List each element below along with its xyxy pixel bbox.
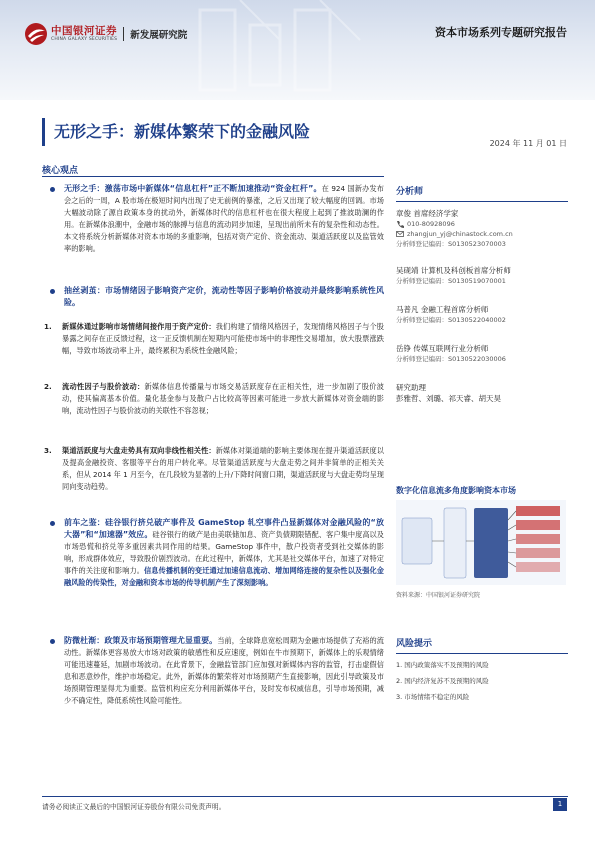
analyst-card [396, 343, 568, 364]
point-number: 1. [44, 322, 52, 331]
analyst-email [396, 229, 568, 239]
point-1 [42, 321, 384, 357]
point-number: 3. [44, 446, 52, 455]
point-body: 我们构建了情绪风格因子，发现情绪风格因子与个股暴露之间存在正反馈过程，这一正反馈机制在短期内可能使市场中的非理性交易增加，放大股票涨跌幅，导致市场波动率上升，最终累积为系统性金融风险； [62, 322, 384, 355]
analyst-card [396, 265, 568, 286]
analyst-name: 马普凡 金融工程首席分析师 [396, 305, 489, 314]
point-body: 新媒体信息传播量与市场交易活跃度存在正相关性，进一步加剧了股价波动，使其偏离基本价值。量化基金参与及散户占比较高等因素可能进一步放大新媒体对资金端的影响，流动性因子与股价波动的关联性不容忽视； [62, 382, 384, 415]
report-type: 资本市场系列专题研究报告 [435, 26, 567, 39]
analyst-reg: 分析师登记编码：S0130523070003 [396, 240, 506, 248]
section-body: 硅谷银行的破产是由美联储加息、资产负债期限错配、客户集中度高以及市场恐慌和挤兑等多重因素共同作用的结果。GameStop 事件中，散户投资者受到社交媒体的影响，形成群体效应，导致股价剧烈波动。在此过程中，新媒体，尤其是社交媒体平台，加速了对特定事件的关注度和影响力。 [64, 530, 384, 575]
page-title: 无形之手：新媒体繁荣下的金融风险 [54, 122, 311, 141]
analyst-card [396, 208, 568, 249]
analyst-name: 吴砚靖 计算机及科创板首席分析师 [396, 266, 511, 275]
logo-en: CHINA GALAXY SECURITIES [51, 37, 118, 42]
section-qianche [42, 517, 384, 589]
core-views-label: 核心观点 [42, 166, 79, 176]
point-2 [42, 381, 384, 417]
analyst-name: 岳铮 传媒互联网行业分析师 [396, 344, 489, 353]
banner-decoration [180, 0, 380, 100]
chart-source-wrap [396, 590, 568, 599]
assistant-card [396, 382, 568, 404]
risk-item: 1. 国内政策落实不及预期的风险 [396, 661, 489, 669]
analyst-panel [396, 184, 568, 404]
disclaimer: 请务必阅读正文最后的中国银河证券股份有限公司免责声明。 [42, 803, 226, 811]
section-heading: 无形之手：激荡市场中新媒体“信息杠杆”正不断加速推动“资金杠杆”。 [64, 184, 322, 193]
galaxy-logo-icon [24, 22, 48, 46]
risk-divider [396, 653, 568, 654]
section-heading: 防微杜渐：政策及市场预期管理尤显重要。 [64, 636, 218, 645]
analyst-reg: 分析师登记编码：S0130519070001 [396, 277, 506, 285]
email-address[interactable]: zhangjun_yj@chinastock.com.cn [407, 230, 513, 238]
analyst-phone [396, 219, 568, 229]
analyst-reg: 分析师登记编码：S0130522030006 [396, 355, 506, 363]
info-flow-diagram [396, 500, 566, 585]
logo-divider [123, 27, 124, 41]
point-3 [42, 445, 384, 493]
title-accent-bar [42, 118, 45, 146]
page-number: 1 [553, 798, 567, 811]
chart-title: 数字化信息流多角度影响资本市场 [396, 486, 516, 495]
section-body: 当前，全球降息宽松周期为金融市场提供了充裕的流动性。新媒体更容易放大市场对政策的敏感性和反应速度，例如在牛市预期下，新媒体上的乐观情绪可能迅速蔓延，加剧市场波动。在此背景下，金融监管部门应加强对新媒体内容的监管，打击虚假信息和恶意炒作，维护市场稳定。此外，新媒体的繁荣将对市场预期产生直接影响，因此引导政策及市场预期管理显得尤为重要。监管机构应充分利用新媒体平台，及时发布权威信息，引导市场预期，减少不确定性，降低系统性风险可能性。 [64, 636, 384, 705]
section-emphasis: 信息传播机制的变迁通过加速信息流动、增加网络连接的复杂性以及强化金融风险的传染性，对金融和资本市场的传导机制产生了深刻影响。 [64, 566, 384, 587]
chart-panel-title [396, 485, 568, 496]
report-date: 2024 年 11 月 01 日 [489, 139, 567, 148]
email-icon [396, 230, 404, 238]
analyst-card [396, 304, 568, 325]
section-heading: 前车之鉴：硅谷银行挤兑破产事件及 GameStop 轧空事件凸显新媒体对金融风险的“放大器”和“加速器”效应。 [64, 518, 384, 539]
point-number: 2. [44, 382, 52, 391]
logo-cn: 中国银河证券 [51, 25, 117, 37]
risk-item: 2. 国内经济复苏不及预期的风险 [396, 677, 489, 685]
analyst-name: 章俊 首席经济学家 [396, 209, 459, 218]
department-name: 新发展研究院 [130, 30, 188, 41]
section-heading: 抽丝剥茧：市场情绪因子影响资产定价，流动性等因子影响价格波动并最终影响系统性风险。 [64, 286, 384, 307]
risk-item: 3. 市场情绪不稳定的风险 [396, 693, 470, 701]
footer-divider [42, 796, 568, 797]
risk-heading: 风险提示 [396, 639, 433, 649]
analyst-reg: 分析师登记编码：S0130522040002 [396, 316, 506, 324]
point-heading: 流动性因子与股价波动： [62, 382, 145, 391]
phone-number: 010-80928096 [407, 220, 455, 228]
section-chousi [42, 285, 384, 309]
header-banner [0, 0, 595, 100]
phone-icon [396, 220, 404, 228]
risk-panel [396, 636, 568, 702]
core-views-divider [42, 176, 384, 177]
analyst-heading: 分析师 [396, 187, 424, 197]
assistant-names: 彭雅哲、刘璐、祁天睿、胡天昊 [396, 394, 501, 403]
chart-source: 资料来源：中国银河证券研究院 [396, 592, 481, 599]
point-body: 新媒体对渠道端的影响主要体现在提升渠道活跃度以及提高金融投资、客服等平台的用户转化率。尽管渠道活跃度与大盘走势之间并非简单的正相关关系，但从 2014 年 1 月至今，在几段较为显著的上升/下降时间窗口期，渠道活跃度与大盘走势均呈现同向变动趋势。 [62, 446, 384, 491]
point-heading: 新媒体通过影响市场情绪间接作用于资产定价： [62, 322, 216, 331]
section-wuxing [42, 183, 384, 255]
point-heading: 渠道活跃度与大盘走势具有双向非线性相关性： [62, 446, 216, 455]
analyst-divider [396, 201, 568, 202]
assistant-heading: 研究助理 [396, 383, 426, 392]
section-fangwei [42, 635, 384, 707]
section-body: 在 924 国新办发布会之后的一周，A 股市场在极短时间内出现了史无前例的暴涨，之后又出现了较大幅度的回调。市场大幅波动除了源自政策本身的扰动外，新媒体时代的信息杠杆也在很大程度上起到了推波助澜的作用。在新媒体浪潮中，金融市场的脉搏与信息的流动同步加速，呈现出前所未有的复杂性和动态性。本文将系统分析新媒体对资本市场的多重影响，包括对资产定价、资金流动、渠道活跃度以及监管效率的影响。 [64, 184, 384, 253]
company-logo [24, 22, 187, 46]
